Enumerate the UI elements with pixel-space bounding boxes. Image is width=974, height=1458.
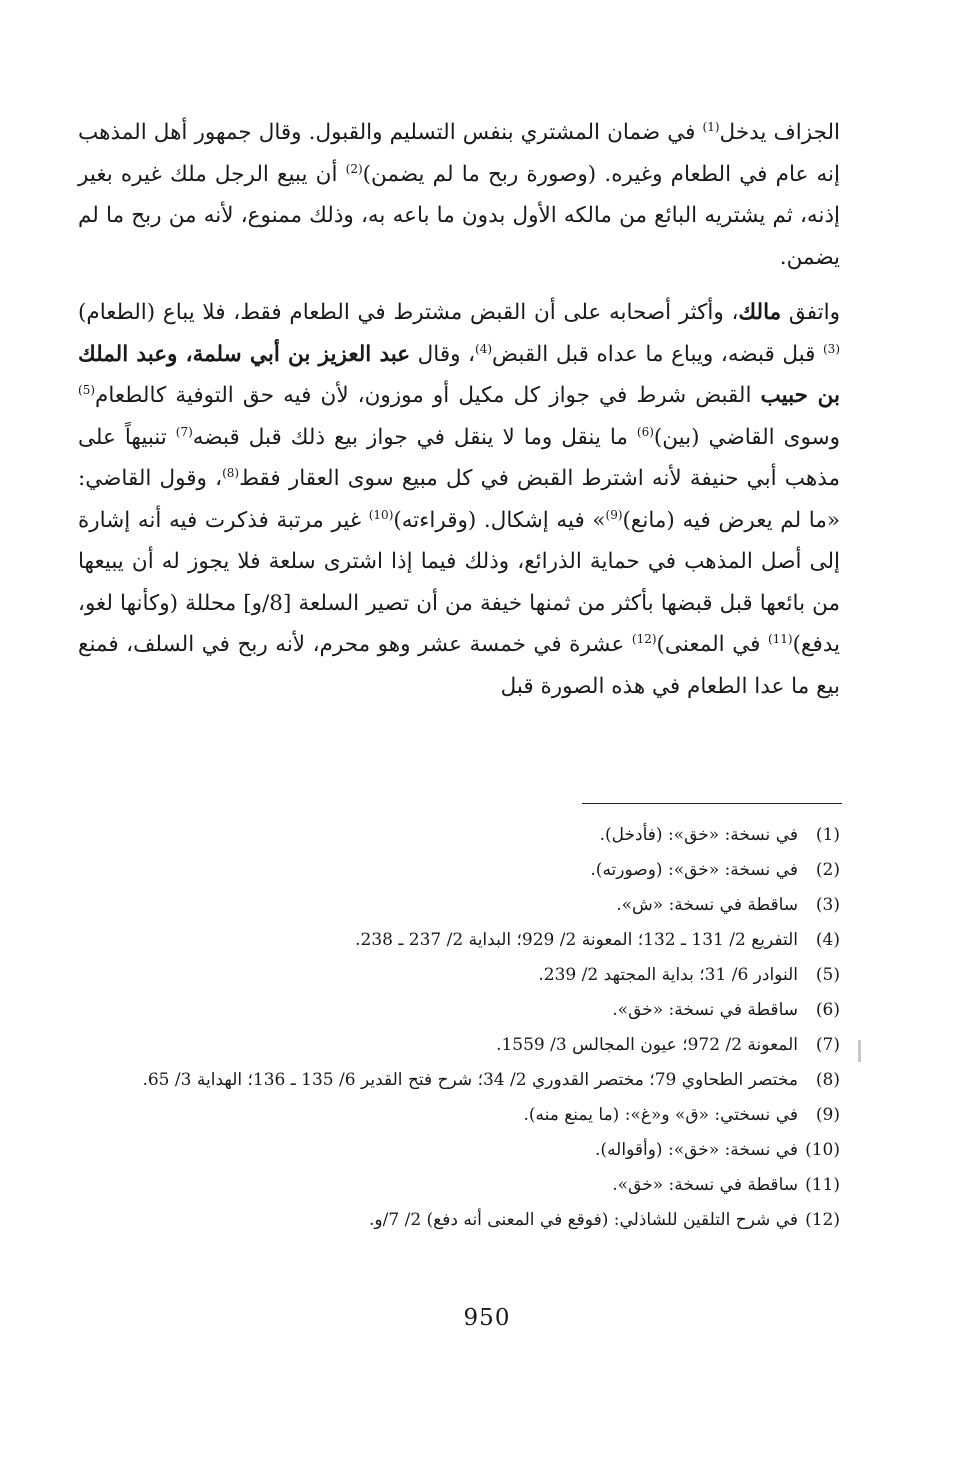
- footnote-marker: (10): [368, 507, 394, 522]
- footnote-marker: (12): [631, 631, 657, 646]
- footnote-number: (9): [815, 1105, 840, 1125]
- footnote-item: [78, 923, 840, 958]
- footnote-item: [78, 818, 840, 853]
- text-run: تنبيهاً على مذهب أبي حنيفة لأنه اشترط القبض في كل مبيع سوى العقار فقط: [78, 424, 840, 491]
- footnote-separator: [582, 803, 842, 804]
- footnote-item: [78, 993, 840, 1028]
- footnote-number: (1): [815, 825, 840, 845]
- footnote-item: [78, 853, 840, 888]
- footnote-text: ساقطة في نسخة: «خق».: [612, 1175, 798, 1195]
- footnote-text: التفريع 2/ 131 ـ 132؛ المعونة 2/ 929؛ البداية 2/ 237 ـ 238.: [355, 930, 798, 950]
- footnote-marker: (3): [822, 341, 840, 356]
- footnote-item: [78, 958, 840, 993]
- footnote-item: [78, 1028, 840, 1063]
- footnote-text: في نسخة: «خق»: (فأدخل).: [599, 825, 798, 845]
- text-run: ما ينقل وما لا ينقل في جواز بيع ذلك قبل قبضه: [192, 424, 637, 450]
- text-run: قبل قبضه، ويباع ما عداه قبل القبض: [492, 341, 823, 367]
- footnote-item: [78, 1133, 840, 1168]
- paragraph-2: [78, 292, 840, 707]
- text-run: وسوى القاضي (بين): [653, 424, 840, 450]
- text-run: في المعنى): [656, 632, 768, 657]
- footnote-marker: (4): [475, 341, 493, 356]
- footnotes: [78, 818, 840, 1238]
- text-run: » فيه إشكال. (وقراءته): [393, 507, 606, 533]
- main-text: [78, 112, 840, 707]
- footnote-number: (3): [815, 895, 840, 915]
- footnote-marker: (1): [702, 119, 720, 134]
- footnote-marker: (7): [175, 424, 193, 439]
- footnote-number: (6): [815, 1000, 840, 1020]
- text-run: واتفق: [781, 300, 840, 325]
- footnote-number: (12): [805, 1210, 840, 1230]
- footnote-number: (11): [805, 1175, 840, 1195]
- footnote-item: [78, 1168, 840, 1203]
- footnote-text: في نسخة: «خق»: (وصورته).: [590, 860, 798, 880]
- footnote-number: (10): [805, 1140, 840, 1160]
- footnote-item: [78, 1063, 840, 1098]
- page-number: 950: [463, 1305, 511, 1331]
- footnote-item: [78, 1098, 840, 1133]
- footnote-marker: (5): [78, 382, 96, 397]
- text-run: في ضمان المشتري بنفس التسليم والقبول. وقال جمهور أهل المذهب إنه عام في الطعام وغيره. (وصورة ربح ما لم يضمن): [78, 120, 841, 187]
- footnote-text: ساقطة في نسخة: «خق».: [612, 1000, 798, 1020]
- footnote-marker: (2): [345, 161, 363, 176]
- footnote-text: في شرح التلقين للشاذلي: (فوقع في المعنى أنه دفع) 2/ 7/و.: [369, 1210, 798, 1230]
- footnote-text: المعونة 2/ 972؛ عيون المجالس 3/ 1559.: [496, 1035, 798, 1055]
- text-run: ، وأكثر أصحابه على أن القبض مشترط في الطعام فقط، فلا يباع (الطعام): [78, 300, 739, 325]
- footnote-number: (8): [815, 1070, 840, 1090]
- footnote-item: [78, 888, 840, 923]
- margin-mark: [858, 1040, 861, 1062]
- paragraph-1: [78, 112, 840, 278]
- footnote-number: (5): [815, 965, 840, 985]
- footnote-item: [78, 1203, 840, 1238]
- footnote-number: (4): [815, 930, 840, 950]
- text-run: عشرة في خمسة عشر وهو محرم، لأنه ربح في السلف، فمنع بيع ما عدا الطعام في هذه الصورة قبل: [78, 632, 840, 699]
- text-run: القبض شرط في جواز كل مكيل أو موزون، لأن فيه حق التوفية كالطعام: [95, 383, 761, 408]
- footnote-text: مختصر الطحاوي 79؛ مختصر القدوري 2/ 34؛ شرح فتح القدير 6/ 135 ـ 136؛ الهداية 3/ 65.: [142, 1070, 798, 1090]
- footnote-marker: (11): [767, 631, 793, 646]
- footnote-marker: (8): [222, 465, 240, 480]
- bold-name: عبد العزيز بن أبي سلمة، وعبد الملك بن حبيب: [78, 341, 840, 408]
- footnote-number: (7): [815, 1035, 840, 1055]
- footnote-number: (2): [815, 860, 840, 880]
- footnote-marker: (9): [605, 507, 623, 522]
- footnote-text: ساقطة في نسخة: «ش».: [616, 895, 798, 915]
- bold-name: مالك: [738, 300, 782, 325]
- text-run: غير مرتبة فذكرت فيه أنه إشارة إلى أصل المذهب في حماية الذرائع، وذلك فيما إذا اشترى سلعة فلا يجوز له أن يبيعها من بائعها قبل قبضها بأكثر من ثمنها خيفة من أن تصير السلعة [8/و] محللة (وكأنها لغو، يدفع): [78, 507, 840, 657]
- footnote-text: في نسختي: «ق» و«غ»: (ما يمنع منه).: [523, 1105, 798, 1125]
- footnote-text: في نسخة: «خق»: (وأقواله).: [595, 1140, 798, 1160]
- text-run: ، وقول القاضي: «ما لم يعرض فيه (مانع): [78, 466, 840, 533]
- text-run: ، وقال: [410, 341, 476, 367]
- footnote-marker: (6): [636, 424, 654, 439]
- text-run: أن يبيع الرجل ملك غيره بغير إذنه، ثم يشتريه البائع من مالكه الأول بدون ما باعه به، وذلك ممنوع، لأنه من ربح ما لم يضمن.: [78, 161, 840, 270]
- text-run: الجزاف يدخل: [719, 120, 841, 145]
- footnote-text: النوادر 6/ 31؛ بداية المجتهد 2/ 239.: [538, 965, 798, 985]
